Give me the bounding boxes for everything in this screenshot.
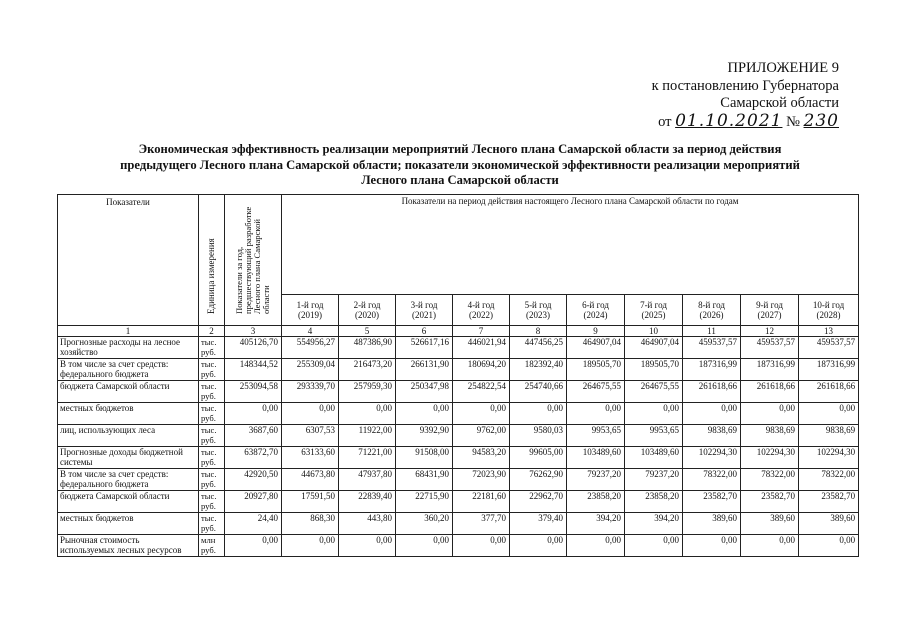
row-unit: тыс. руб. [199, 513, 225, 535]
table-cell: 63133,60 [282, 447, 339, 469]
table-cell: 459537,57 [799, 337, 859, 359]
year-label: 8-й год [698, 300, 725, 310]
table-cell: 180694,20 [453, 359, 510, 381]
table-cell: 79237,20 [625, 469, 683, 491]
year-value: (2022) [469, 310, 493, 320]
table-cell: 253094,58 [225, 381, 282, 403]
year-label: 3-й год [410, 300, 438, 310]
column-number: 13 [799, 326, 859, 337]
year-value: (2020) [355, 310, 379, 320]
table-cell: 257959,30 [339, 381, 396, 403]
table-cell: 94583,20 [453, 447, 510, 469]
document-title [90, 142, 830, 189]
table-row [58, 403, 859, 425]
header-unit-cell [199, 195, 225, 326]
row-unit: тыс. руб. [199, 381, 225, 403]
table-cell: 78322,00 [683, 469, 741, 491]
year-label: 10-й год [812, 300, 845, 310]
row-unit: тыс. руб. [199, 425, 225, 447]
table-cell: 389,60 [683, 513, 741, 535]
table-cell: 0,00 [567, 403, 625, 425]
table-cell: 0,00 [625, 403, 683, 425]
table-cell: 9953,65 [567, 425, 625, 447]
table-cell: 379,40 [510, 513, 567, 535]
row-label: Прогнозные доходы бюджетной системы [58, 447, 199, 469]
column-number: 5 [339, 326, 396, 337]
table-cell: 23582,70 [741, 491, 799, 513]
table-cell: 23582,70 [683, 491, 741, 513]
year-header [683, 295, 741, 326]
table-cell: 22962,70 [510, 491, 567, 513]
table-cell: 255309,04 [282, 359, 339, 381]
header-indicators: Показатели [58, 195, 199, 326]
table-cell: 264675,55 [567, 381, 625, 403]
table-cell: 360,20 [396, 513, 453, 535]
table-row [58, 425, 859, 447]
table-cell: 23582,70 [799, 491, 859, 513]
table-cell: 91508,00 [396, 447, 453, 469]
table-cell: 187316,99 [741, 359, 799, 381]
year-label: 7-й год [640, 300, 667, 310]
table-cell: 261618,66 [741, 381, 799, 403]
year-label: 6-й год [582, 300, 609, 310]
year-header [741, 295, 799, 326]
year-value: (2028) [816, 310, 841, 320]
table-cell: 9953,65 [625, 425, 683, 447]
row-label: Рыночная стоимость используемых лесных ресурсов [58, 535, 199, 557]
table-cell: 24,40 [225, 513, 282, 535]
table-cell: 189505,70 [567, 359, 625, 381]
year-header [339, 295, 396, 326]
row-unit: тыс. руб. [199, 469, 225, 491]
table-cell: 102294,30 [683, 447, 741, 469]
year-value: (2023) [526, 310, 550, 320]
table-cell: 868,30 [282, 513, 339, 535]
row-label: бюджета Самарской области [58, 381, 199, 403]
column-number-row [58, 326, 859, 337]
table-cell: 9580,03 [510, 425, 567, 447]
table-cell: 11922,00 [339, 425, 396, 447]
header-previous-year-cell [225, 195, 282, 326]
table-cell: 0,00 [741, 403, 799, 425]
table-cell: 554956,27 [282, 337, 339, 359]
title-line-2: предыдущего Лесного плана Самарской области; показатели экономической эффективности реализации мероприятий [120, 157, 800, 172]
column-number: 11 [683, 326, 741, 337]
table-cell: 22181,60 [453, 491, 510, 513]
table-cell: 68431,90 [396, 469, 453, 491]
year-label: 4-й год [467, 300, 495, 310]
year-header [567, 295, 625, 326]
table-cell: 0,00 [453, 403, 510, 425]
table-cell: 71221,00 [339, 447, 396, 469]
table-cell: 394,20 [567, 513, 625, 535]
year-value: (2026) [699, 310, 724, 320]
table-cell: 0,00 [625, 535, 683, 557]
table-cell: 72023,90 [453, 469, 510, 491]
appendix-decree: к постановлению Губернатора [651, 77, 839, 94]
table-cell: 0,00 [396, 535, 453, 557]
table-cell: 0,00 [453, 535, 510, 557]
table-row [58, 513, 859, 535]
table-cell: 187316,99 [683, 359, 741, 381]
row-unit: тыс. руб. [199, 337, 225, 359]
table-cell: 99605,00 [510, 447, 567, 469]
table-row [58, 381, 859, 403]
table-cell: 103489,60 [625, 447, 683, 469]
table-cell: 182392,40 [510, 359, 567, 381]
year-header [282, 295, 339, 326]
column-number: 1 [58, 326, 199, 337]
table-cell: 264675,55 [625, 381, 683, 403]
table-row [58, 535, 859, 557]
table-cell: 78322,00 [741, 469, 799, 491]
table-cell: 22715,90 [396, 491, 453, 513]
appendix-heading: ПРИЛОЖЕНИЕ 9 [727, 60, 839, 76]
table-cell: 0,00 [683, 535, 741, 557]
table-cell: 44673,80 [282, 469, 339, 491]
header-unit: Единица измерения [206, 238, 216, 314]
column-number: 10 [625, 326, 683, 337]
appendix-date-line [652, 110, 839, 132]
table-cell: 9838,69 [741, 425, 799, 447]
year-value: (2025) [641, 310, 666, 320]
year-label: 9-й год [756, 300, 783, 310]
table-cell: 526617,16 [396, 337, 453, 359]
table-cell: 3687,60 [225, 425, 282, 447]
table-cell: 20927,80 [225, 491, 282, 513]
table-cell: 447456,25 [510, 337, 567, 359]
row-unit: тыс. руб. [199, 447, 225, 469]
table-cell: 261618,66 [683, 381, 741, 403]
title-line-1: Экономическая эффективность реализации мероприятий Лесного плана Самарской области за период действия [138, 142, 782, 156]
table-cell: 250347,98 [396, 381, 453, 403]
table-cell: 22839,40 [339, 491, 396, 513]
year-header [799, 295, 859, 326]
row-label: Прогнозные расходы на лесное хозяйство [58, 337, 199, 359]
year-value: (2027) [757, 310, 782, 320]
table-cell: 394,20 [625, 513, 683, 535]
table-cell: 389,60 [741, 513, 799, 535]
table-cell: 17591,50 [282, 491, 339, 513]
header-previous-year: Показатели за год, предшествующий разработке Лесного плана Самарской области [234, 206, 271, 314]
column-number: 8 [510, 326, 567, 337]
column-number: 6 [396, 326, 453, 337]
table-cell: 405126,70 [225, 337, 282, 359]
table-cell: 0,00 [282, 403, 339, 425]
table-cell: 443,80 [339, 513, 396, 535]
year-header [510, 295, 567, 326]
table-cell: 76262,90 [510, 469, 567, 491]
table-cell: 78322,00 [799, 469, 859, 491]
column-number: 3 [225, 326, 282, 337]
table-cell: 23858,20 [567, 491, 625, 513]
table-cell: 47937,80 [339, 469, 396, 491]
table-cell: 102294,30 [799, 447, 859, 469]
table-cell: 266131,90 [396, 359, 453, 381]
column-number: 9 [567, 326, 625, 337]
appendix-region: Самарской области [720, 95, 839, 111]
table-cell: 0,00 [339, 535, 396, 557]
table-cell: 103489,60 [567, 447, 625, 469]
column-number: 7 [453, 326, 510, 337]
table-cell: 293339,70 [282, 381, 339, 403]
efficiency-table [57, 194, 859, 557]
table-cell: 0,00 [225, 535, 282, 557]
row-label: лиц, использующих леса [58, 425, 199, 447]
table-cell: 187316,99 [799, 359, 859, 381]
row-unit: тыс. руб. [199, 491, 225, 513]
table-cell: 42920,50 [225, 469, 282, 491]
table-cell: 459537,57 [683, 337, 741, 359]
table-cell: 9392,90 [396, 425, 453, 447]
table-cell: 446021,94 [453, 337, 510, 359]
year-value: (2021) [412, 310, 436, 320]
year-label: 2-й год [353, 300, 381, 310]
year-header [453, 295, 510, 326]
year-label: 5-й год [524, 300, 552, 310]
row-label: местных бюджетов [58, 513, 199, 535]
number-prefix: № [786, 113, 800, 130]
row-label: В том числе за счет средств: федерального бюджета [58, 469, 199, 491]
column-number: 12 [741, 326, 799, 337]
table-cell: 9838,69 [683, 425, 741, 447]
table-cell: 0,00 [567, 535, 625, 557]
table-cell: 63872,70 [225, 447, 282, 469]
table-cell: 0,00 [510, 535, 567, 557]
table-row [58, 337, 859, 359]
title-line-3: Лесного плана Самарской области [361, 173, 559, 187]
row-label: В том числе за счет средств: федерального бюджета [58, 359, 199, 381]
row-label: местных бюджетов [58, 403, 199, 425]
table-cell: 377,70 [453, 513, 510, 535]
year-header [396, 295, 453, 326]
year-label: 1-й год [296, 300, 324, 310]
header-period: Показатели на период действия настоящего Лесного плана Самарской области по годам [282, 195, 859, 295]
table-row [58, 491, 859, 513]
row-unit: млн руб. [199, 535, 225, 557]
row-label: бюджета Самарской области [58, 491, 199, 513]
table-cell: 189505,70 [625, 359, 683, 381]
table-cell: 0,00 [741, 535, 799, 557]
table-row [58, 469, 859, 491]
year-header [625, 295, 683, 326]
table-cell: 0,00 [339, 403, 396, 425]
table-cell: 23858,20 [625, 491, 683, 513]
table-cell: 487386,90 [339, 337, 396, 359]
table-cell: 0,00 [282, 535, 339, 557]
table-cell: 216473,20 [339, 359, 396, 381]
handwritten-number: 230 [803, 110, 839, 131]
handwritten-date: 01.10.2021 [675, 110, 783, 131]
table-cell: 261618,66 [799, 381, 859, 403]
table-row [58, 447, 859, 469]
year-value: (2024) [583, 310, 608, 320]
table-cell: 0,00 [799, 403, 859, 425]
row-unit: тыс. руб. [199, 359, 225, 381]
table-cell: 9838,69 [799, 425, 859, 447]
table-cell: 464907,04 [567, 337, 625, 359]
table-cell: 254740,66 [510, 381, 567, 403]
table-cell: 148344,52 [225, 359, 282, 381]
table-cell: 0,00 [799, 535, 859, 557]
column-number: 2 [199, 326, 225, 337]
row-unit: тыс. руб. [199, 403, 225, 425]
table-cell: 102294,30 [741, 447, 799, 469]
column-number: 4 [282, 326, 339, 337]
table-body [58, 337, 859, 557]
table-cell: 464907,04 [625, 337, 683, 359]
table-cell: 389,60 [799, 513, 859, 535]
appendix-block [652, 60, 839, 131]
table-cell: 0,00 [510, 403, 567, 425]
table-cell: 0,00 [396, 403, 453, 425]
table-cell: 254822,54 [453, 381, 510, 403]
table-cell: 9762,00 [453, 425, 510, 447]
table-cell: 0,00 [225, 403, 282, 425]
year-value: (2019) [298, 310, 322, 320]
table-cell: 79237,20 [567, 469, 625, 491]
table-cell: 6307,53 [282, 425, 339, 447]
date-prefix: от [658, 113, 672, 130]
table-cell: 459537,57 [741, 337, 799, 359]
table-row [58, 359, 859, 381]
table-cell: 0,00 [683, 403, 741, 425]
